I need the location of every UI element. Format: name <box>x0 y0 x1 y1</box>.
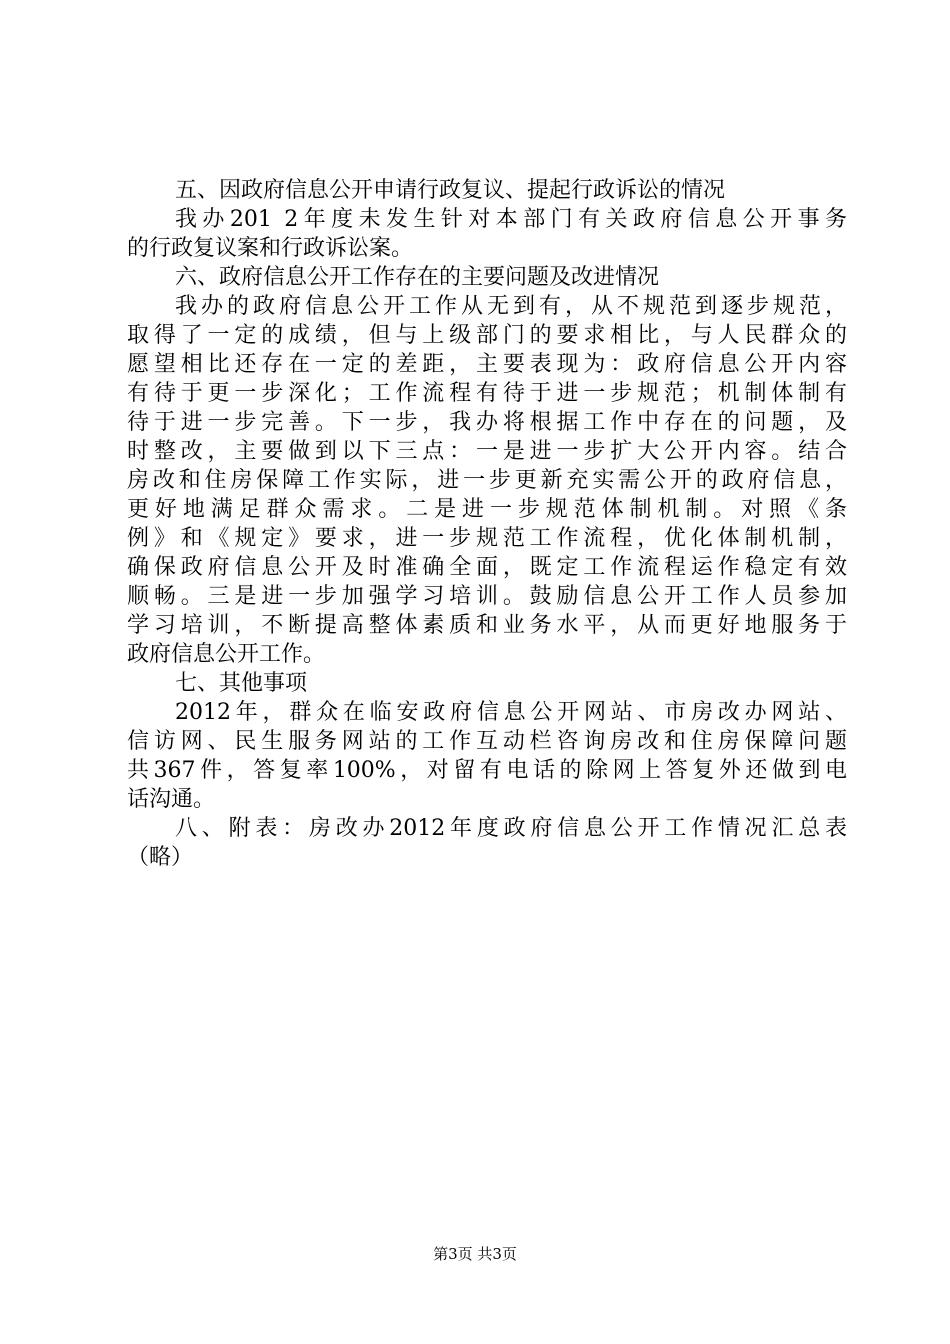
text-line: 例》和《规定》要求，进一步规范工作流程，优化体制机制， <box>127 526 847 551</box>
text-line: 待于进一步完善。下一步，我办将根据工作中存在的问题，及 <box>127 410 847 435</box>
text-line: 的行政复议案和行政诉讼案。 <box>127 236 414 261</box>
page-footer: 第3页 共3页 <box>433 1245 517 1263</box>
text-line: 学习培训，不断提高整体素质和业务水平，从而更好地服务于 <box>127 613 847 638</box>
document-body <box>127 176 847 872</box>
text-line: 信访网、民生服务网站的工作互动栏咨询房改和住房保障问题 <box>127 729 847 754</box>
text-line: 政府信息公开工作。 <box>127 642 326 667</box>
text-line: 我办201 2年度未发生针对本部门有关政府信息公开事务 <box>175 207 847 232</box>
text-line: 八、附表：房改办2012年度政府信息公开工作情况汇总表 <box>175 816 847 841</box>
text-line: 有待于更一步深化；工作流程有待于进一步规范；机制体制有 <box>127 381 847 406</box>
text-line: 房改和住房保障工作实际，进一步更新充实需公开的政府信息， <box>127 468 847 493</box>
text-line: 愿望相比还存在一定的差距，主要表现为：政府信息公开内容 <box>127 352 847 377</box>
text-line: 顺畅。三是进一步加强学习培训。鼓励信息公开工作人员参加 <box>127 584 847 609</box>
text-line: 取得了一定的成绩，但与上级部门的要求相比，与人民群众的 <box>127 323 847 348</box>
text-line: 2012年，群众在临安政府信息公开网站、市房改办网站、 <box>175 700 847 725</box>
text-line: （略） <box>127 845 194 870</box>
text-line: 我办的政府信息公开工作从无到有，从不规范到逐步规范， <box>175 294 847 319</box>
text-line: 七、其他事项 <box>175 671 308 696</box>
text-line: 时整改，主要做到以下三点：一是进一步扩大公开内容。结合 <box>127 439 847 464</box>
text-line: 话沟通。 <box>127 787 216 812</box>
text-line: 五、因政府信息公开申请行政复议、提起行政诉讼的情况 <box>175 178 726 203</box>
text-line: 更好地满足群众需求。二是进一步规范体制机制。对照《条 <box>127 497 847 522</box>
text-line: 确保政府信息公开及时准确全面，既定工作流程运作稳定有效 <box>127 555 847 580</box>
text-line: 六、政府信息公开工作存在的主要问题及改进情况 <box>175 265 660 290</box>
text-line: 共367件，答复率100%，对留有电话的除网上答复外还做到电 <box>127 758 847 783</box>
